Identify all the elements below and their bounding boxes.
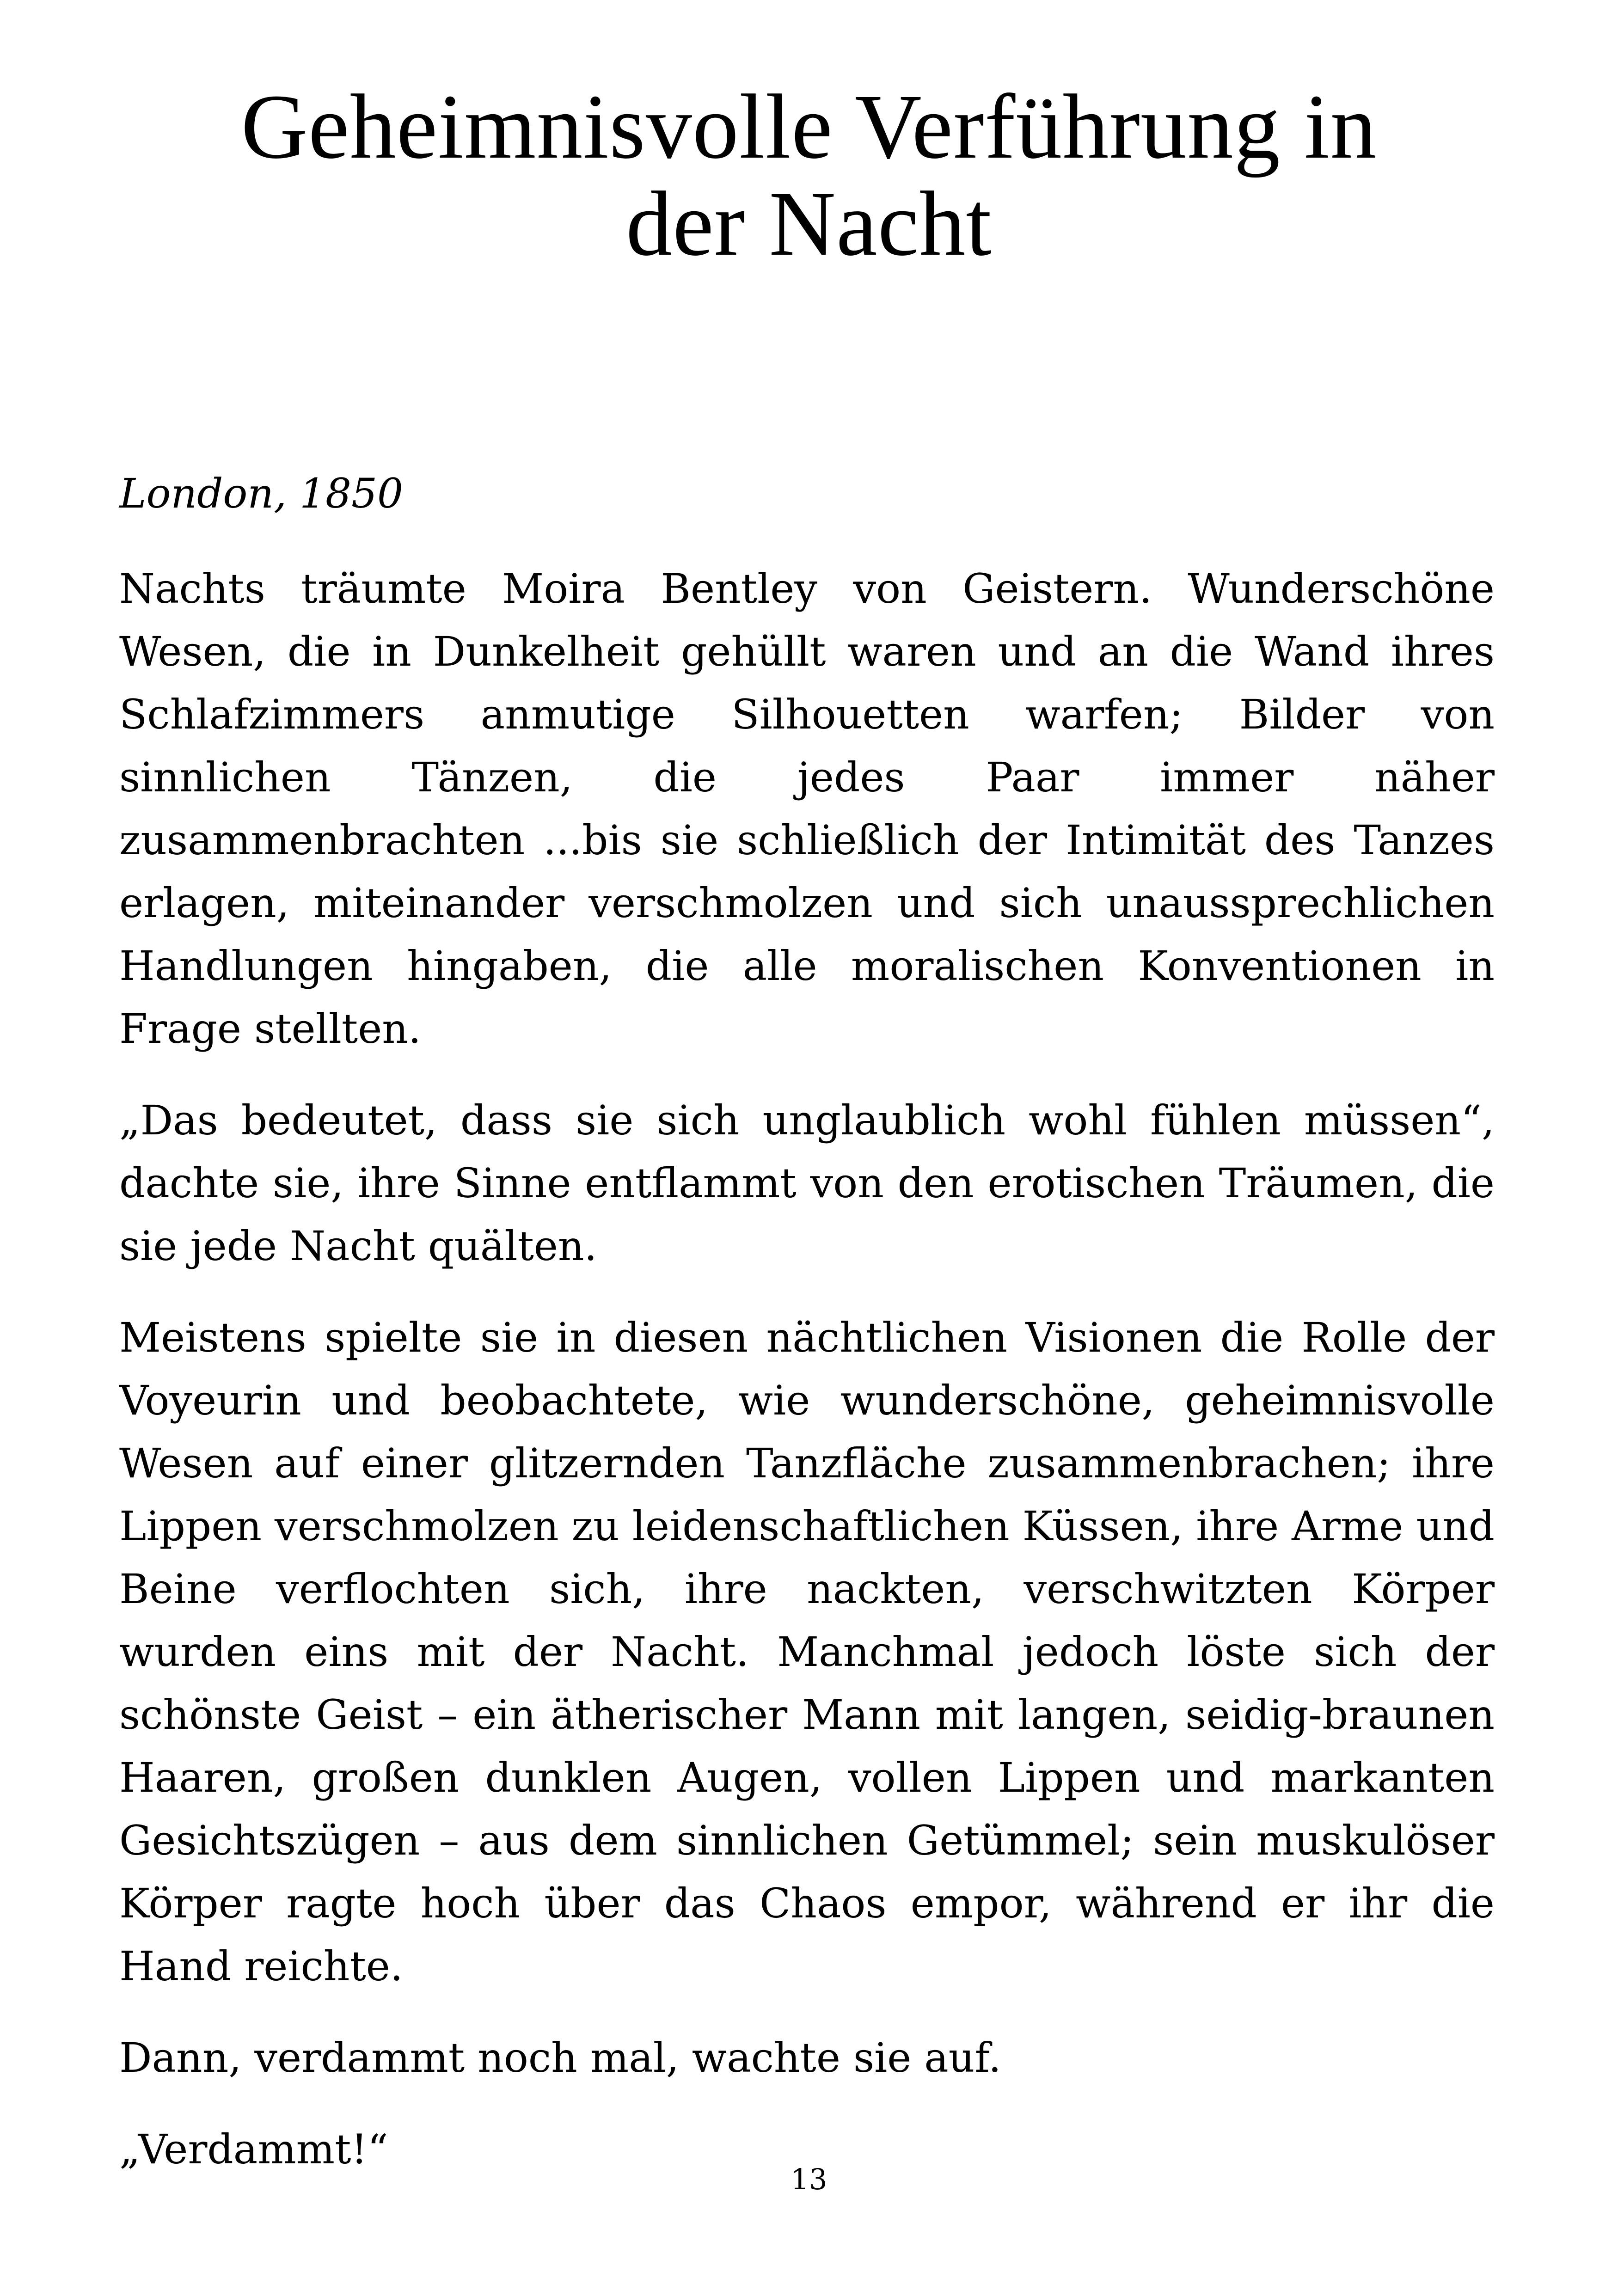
paragraph-3: Meistens spielte sie in diesen nächtlichen Visionen die Rolle der Voyeurin und beobachtete, wie wunderschöne, geheimnisvolle Wesen auf einer glitzernden Tanzfläche zusammenbrachen; ihre Lippen verschmolzen zu leidenschaftlichen Küssen, ihre Arme und Beine verflochten sich, ihre nackten, verschwitzten Körper wurden eins mit der Nacht. Manchmal jedoch löste sich der schönste Geist – ein ätherischer Mann mit langen, seidig-braunen Haaren, großen dunklen Augen, vollen Lippen und markanten Gesichtszügen – aus dem sinnlichen Getümmel; sein muskulöser Körper ragte hoch über das Chaos empor, während er ihr die Hand reichte. [119, 1314, 1495, 1990]
paragraph-5: „Verdammt!“ [119, 2125, 388, 2173]
paragraph-4: Dann, verdammt noch mal, wachte sie auf. [119, 2034, 1001, 2082]
place-date-line: London, 1850 [119, 470, 403, 517]
paragraph-1: Nachts träumte Moira Bentley von Geistern. Wunderschöne Wesen, die in Dunkelheit gehüllt waren und an die Wand ihres Schlafzimmers anmutige Silhouetten warfen; Bilder von sinnlichen Tänzen, die jedes Paar immer näher zusammenbrachten ...bis sie schließlich der Intimität des Tanzes erlagen, miteinander verschmolzen und sich unaussprechlichen Handlungen hingaben, die alle moralischen Konventionen in Frage stellten. [119, 565, 1495, 1053]
chapter-body [119, 462, 1495, 2210]
chapter-title-line-2: der Nacht [626, 173, 992, 275]
chapter-title-line-1: Geheimnisvolle Verführung in [241, 76, 1377, 178]
page-number: 13 [791, 2162, 827, 2196]
paragraph-2: „Das bedeutet, dass sie sich unglaublich wohl fühlen müssen“, dachte sie, ihre Sinne entflammt von den erotischen Träumen, die sie jede Nacht quälten. [119, 1096, 1495, 1270]
chapter-title [0, 76, 1618, 275]
